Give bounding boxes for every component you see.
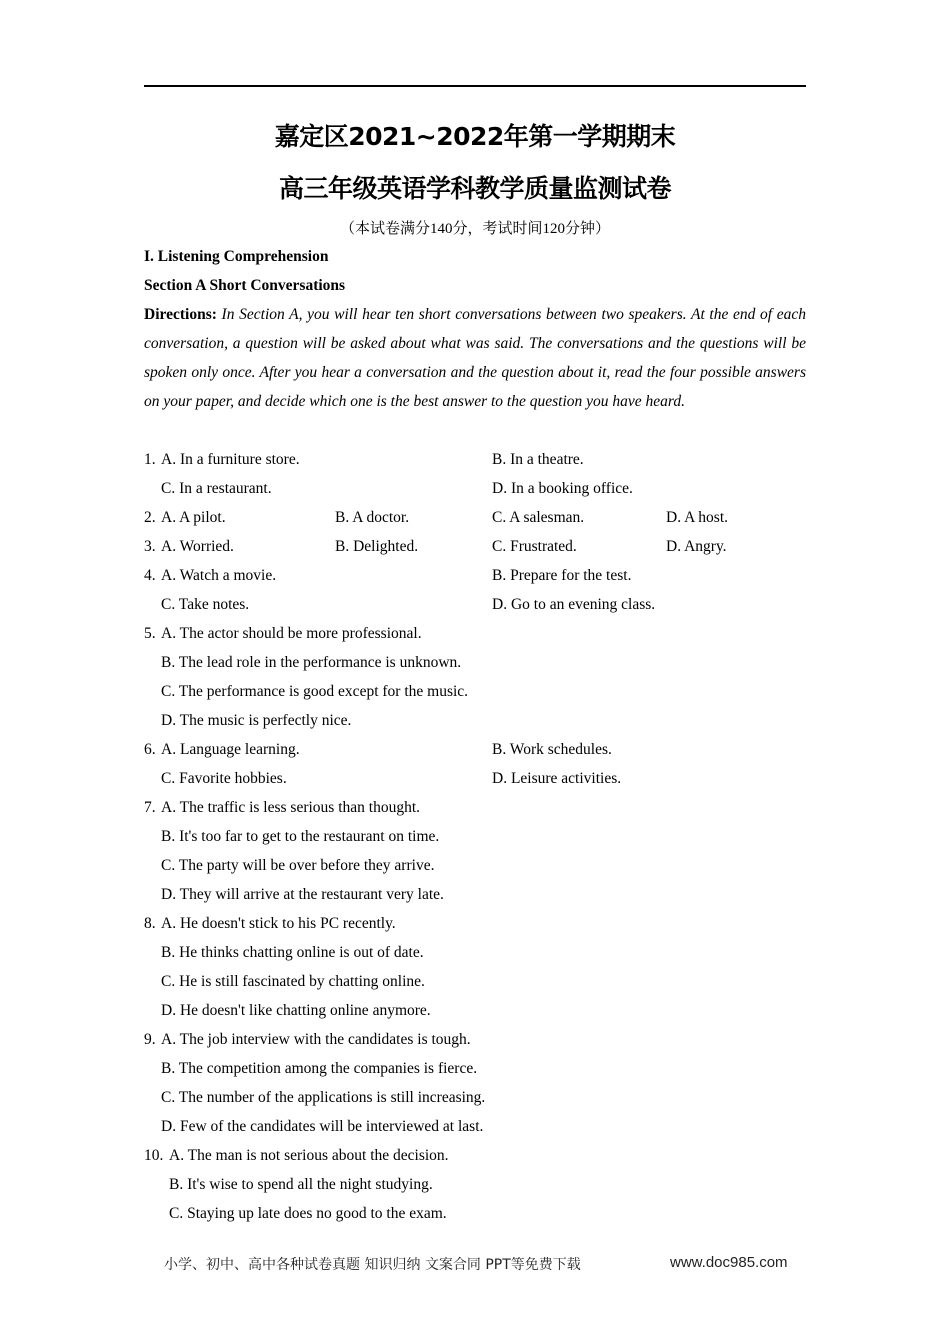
header-rule [144, 85, 806, 87]
answer-option: D. Leisure activities. [492, 770, 622, 787]
answer-option: C. Take notes. [161, 596, 250, 613]
answer-option: B. Work schedules. [492, 741, 612, 758]
exam-subtitle: 高三年级英语学科教学质量监测试卷 [278, 174, 671, 203]
section-heading: Section A Short Conversations [144, 277, 346, 294]
answer-option: C. A salesman. [492, 509, 585, 526]
question-number: 7. [144, 799, 156, 816]
answer-option: C. The number of the applications is still increasing. [161, 1089, 486, 1106]
answer-option: B. A doctor. [335, 509, 410, 526]
answer-option: A. A pilot. [161, 509, 226, 526]
answer-option: B. The lead role in the performance is unknown. [161, 654, 462, 671]
answer-option: A. He doesn't stick to his PC recently. [161, 915, 396, 932]
answer-option: C. The performance is good except for the music. [161, 683, 469, 700]
answer-option: C. Frustrated. [492, 538, 577, 555]
answer-option: D. A host. [666, 509, 729, 526]
answer-option: C. Favorite hobbies. [161, 770, 287, 787]
answer-option: C. In a restaurant. [161, 480, 272, 497]
footer-text: 小学、初中、高中各种试卷真题 知识归纳 文案合同 PPT等免费下载 [164, 1257, 581, 1273]
directions [144, 300, 806, 416]
exam-info: （本试卷满分140分，考试时间120分钟） [339, 221, 610, 237]
answer-option: D. They will arrive at the restaurant very late. [161, 886, 444, 903]
answer-option: A. The actor should be more professional. [161, 625, 422, 642]
answer-option: A. In a furniture store. [161, 451, 300, 468]
answer-option: D. The music is perfectly nice. [161, 712, 352, 729]
answer-option: D. Few of the candidates will be interviewed at last. [161, 1118, 484, 1135]
answer-option: B. Delighted. [335, 538, 419, 555]
question-number: 6. [144, 741, 156, 758]
answer-option: C. The party will be over before they arrive. [161, 857, 435, 874]
part-heading: I. Listening Comprehension [144, 248, 329, 265]
exam-title: 嘉定区2021~2022年第一学期期末 [274, 122, 676, 151]
answer-option: A. Watch a movie. [161, 567, 277, 584]
question-number: 5. [144, 625, 156, 642]
question-number: 2. [144, 509, 156, 526]
answer-option: A. Worried. [161, 538, 234, 555]
answer-option: A. The job interview with the candidates is tough. [161, 1031, 471, 1048]
answer-option: B. The competition among the companies is fierce. [161, 1060, 478, 1077]
question-number: 8. [144, 915, 156, 932]
answer-option: D. Angry. [666, 538, 727, 555]
answer-option: C. He is still fascinated by chatting online. [161, 973, 425, 990]
answer-option: B. It's too far to get to the restaurant on time. [161, 828, 440, 845]
answer-option: C. Staying up late does no good to the exam. [169, 1205, 447, 1222]
answer-option: B. In a theatre. [492, 451, 584, 468]
question-number: 3. [144, 538, 156, 555]
question-number: 1. [144, 451, 156, 468]
answer-option: D. In a booking office. [492, 480, 633, 497]
answer-option: B. He thinks chatting online is out of date. [161, 944, 424, 961]
answer-option: D. He doesn't like chatting online anymore. [161, 1002, 431, 1019]
directions-label: Directions: [144, 306, 217, 323]
footer-site[interactable]: www.doc985.com [670, 1254, 788, 1271]
answer-option: A. The traffic is less serious than thought. [161, 799, 421, 816]
directions-text: In Section A, you will hear ten short conversations between two speakers. At the end of each conversation, a question will be asked about what was said. The conversations and the questions will be spoken only once. After you hear a conversation and the question about it, read the four possible answers on your paper, and decide which one is the best answer to the question you have heard. [144, 306, 806, 410]
question-number: 10. [144, 1147, 164, 1164]
answer-option: B. Prepare for the test. [492, 567, 632, 584]
answer-option: A. Language learning. [161, 741, 300, 758]
answer-option: B. It's wise to spend all the night studying. [169, 1176, 433, 1193]
answer-option: A. The man is not serious about the decision. [169, 1147, 449, 1164]
question-number: 4. [144, 567, 156, 584]
question-number: 9. [144, 1031, 156, 1048]
answer-option: D. Go to an evening class. [492, 596, 656, 613]
